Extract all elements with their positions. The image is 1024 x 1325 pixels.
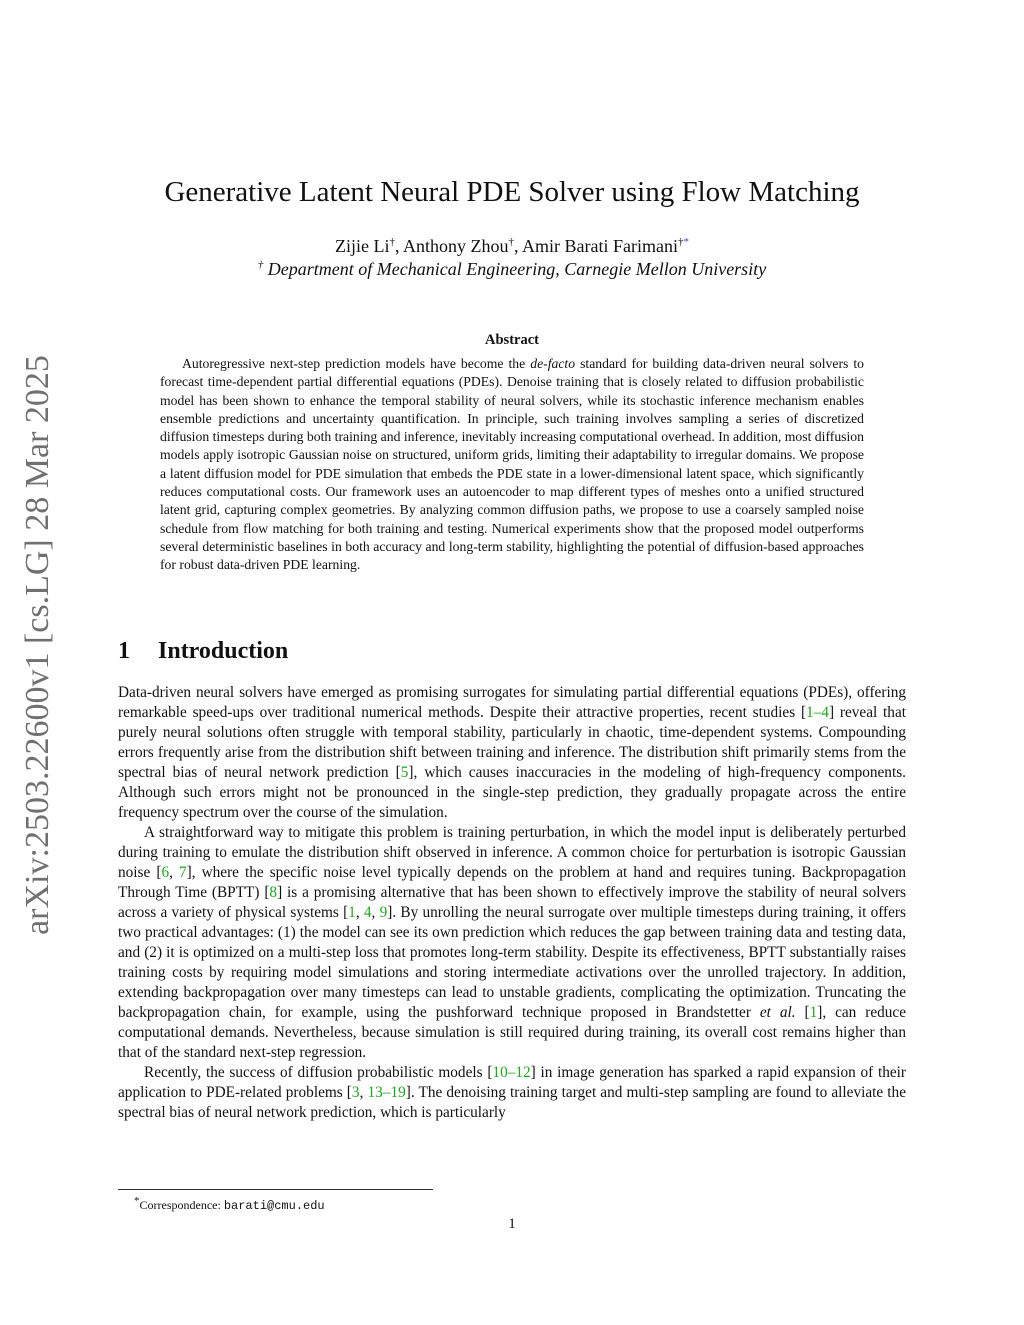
footnote <box>134 1195 325 1213</box>
paragraph: Data-driven neural solvers have emerged as promising surrogates for simulating partial differential equations (PDEs), offering remarkable speed-ups over traditional numerical methods. Despite their attractive properties, recent studies [1–4] reveal that purely neural solutions often struggle with temporal stability, particularly in chaotic, time-dependent systems. Compounding errors frequently arise from the distribution shift between training and inference. The distribution shift primarily stems from the spectral bias of neural network prediction [5], which causes inaccuracies in the modeling of high-frequency components. Although such errors might not be pronounced in the single-step prediction, they gradually propagate across the entire frequency spectrum over the course of the simulation. <box>118 684 906 821</box>
citation-link[interactable]: 13–19 <box>367 1084 406 1101</box>
citation-link[interactable]: 8 <box>269 884 278 901</box>
page-number: 1 <box>508 1216 516 1232</box>
citation-link[interactable]: 6 <box>161 864 170 881</box>
citation-link[interactable]: 5 <box>400 764 409 781</box>
citation-link[interactable]: 1 <box>809 1004 818 1021</box>
arxiv-identifier-stamp: arXiv:2503.22600v1 [cs.LG] 28 Mar 2025 <box>19 355 56 935</box>
citation-link[interactable]: 1–4 <box>806 704 829 721</box>
author-name: Zijie Li <box>335 236 390 256</box>
citation-link[interactable]: 3 <box>351 1084 360 1101</box>
correspondence-email[interactable]: barati@cmu.edu <box>223 1199 325 1213</box>
citation-link[interactable]: 9 <box>379 904 388 921</box>
abstract-body: Autoregressive next-step prediction models have become the de-facto standard for building data-driven neural solvers to forecast time-dependent partial differential equations (PDEs). Denoise training that is closely related to diffusion probabilistic model has been shown to enhance the temporal stability of neural solvers, while its stochastic inference mechanism enables ensemble predictions and uncertainty quantification. In principle, such training involves sampling a series of discretized diffusion timesteps during both training and inference, inevitably increasing computational overhead. In addition, most diffusion models apply isotropic Gaussian noise on structured, uniform grids, limiting their adaptability to irregular domains. We propose a latent diffusion model for PDE simulation that embeds the PDE state in a lower-dimensional latent space, which significantly reduces computational costs. Our framework uses an autoencoder to map different types of meshes onto a unified structured latent grid, capturing complex geometries. By analyzing common diffusion paths, we propose to use a coarsely sampled noise schedule from flow matching for both training and testing. Numerical experiments show that the proposed model outperforms several deterministic baselines in both accuracy and long-term stability, highlighting the potential of diffusion-based approaches for robust data-driven PDE learning. <box>160 356 865 573</box>
section-heading <box>118 638 288 665</box>
dagger-mark: † <box>508 236 514 248</box>
emphasis: et al. <box>759 1004 796 1021</box>
paragraph: A straightforward way to mitigate this problem is training perturbation, in which the model input is deliberately perturbed during training to emulate the distribution shift observed in inference. A common choice for perturbation is isotropic Gaussian noise [6, 7], where the specific noise level typically depends on the problem at hand and requires tuning. Backpropagation Through Time (BPTT) [8] is a promising alternative that has been shown to effectively improve the stability of neural solvers across a variety of physical systems [1, 4, 9]. By unrolling the neural surrogate over multiple timesteps during training, it offers two practical advantages: (1) the model can see its own prediction which reduces the gap between training data and testing data, and (2) it is optimized on a multi-step loss that promotes long-term stability. Despite its effectiveness, BPTT substantially raises training costs by requiring model simulations and storing intermediate activations over the unrolled trajectory. In addition, extending backpropagation over many timesteps can lead to unstable gradients, complicating the optimization. Truncating the backpropagation chain, for example, using the pushforward technique proposed in Brandstetter et al. [1], can reduce computational demands. Nevertheless, because simulation is still required during training, its overall cost remains higher than that of the standard next-step regression. <box>118 824 907 1061</box>
citation-link[interactable]: 10–12 <box>492 1064 531 1081</box>
footnote-marker: * <box>134 1195 140 1207</box>
paragraph: Recently, the success of diffusion probabilistic models [10–12] in image generation has sparked a rapid expansion of their application to PDE-related problems [3, 13–19]. The denoising training target and multi-step sampling are found to alleviate the spectral bias of neural network prediction, which is particularly <box>118 1064 907 1121</box>
dagger-mark: † <box>677 236 684 248</box>
dagger-mark: † <box>389 236 395 248</box>
dagger-mark: † <box>257 259 264 271</box>
section-title: Introduction <box>158 638 289 664</box>
footnote-divider <box>118 1189 433 1190</box>
affiliation-text: Department of Mechanical Engineering, Carnegie Mellon University <box>267 259 767 279</box>
section-number: 1 <box>118 638 130 664</box>
correspondence-link[interactable]: * <box>683 236 689 248</box>
citation-link[interactable]: 7 <box>178 864 187 881</box>
author-name: Amir Barati Farimani <box>522 236 678 256</box>
introduction-body <box>118 683 906 1123</box>
author-list: Zijie Li†, Anthony Zhou†, Amir Barati Farimani†* <box>335 236 689 256</box>
paper-title: Generative Latent Neural PDE Solver using Flow Matching <box>164 176 860 208</box>
affiliation <box>0 259 1024 280</box>
abstract-heading: Abstract <box>485 332 539 348</box>
emphasis: de-facto <box>530 356 576 371</box>
author-name: Anthony Zhou <box>403 236 509 256</box>
citation-link[interactable]: 1 <box>348 904 356 921</box>
citation-link[interactable]: 4 <box>363 904 372 921</box>
footnote-label: Correspondence: <box>139 1198 224 1212</box>
